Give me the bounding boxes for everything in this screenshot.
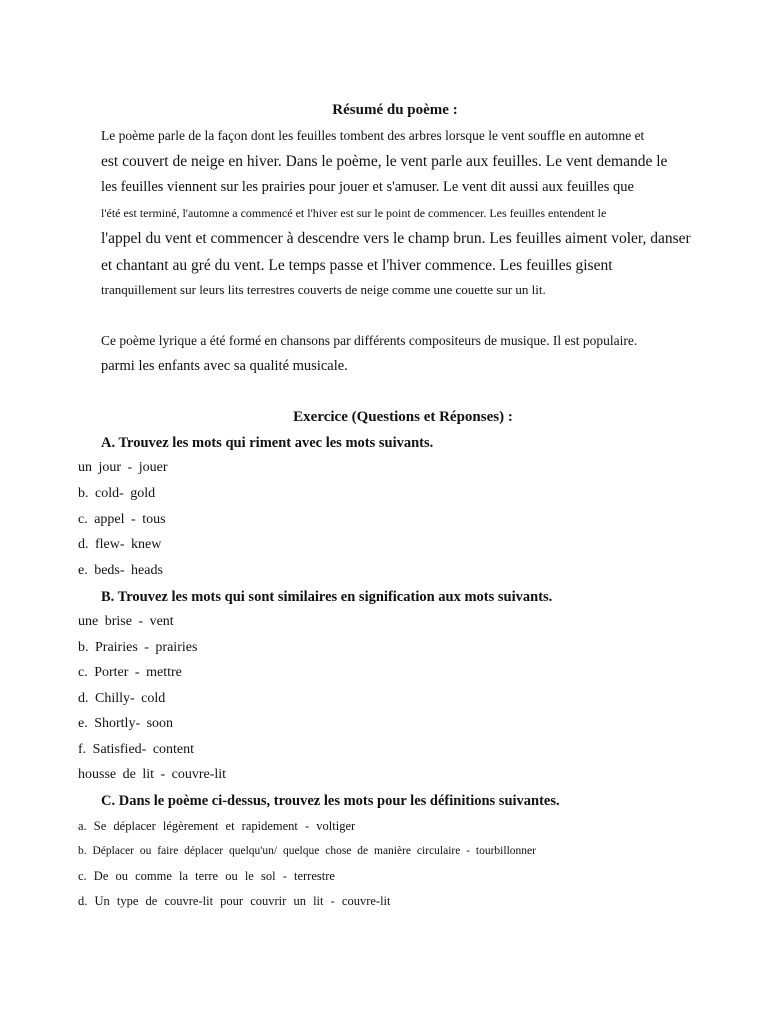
summary-line: est couvert de neige en hiver. Dans le poème, le vent parle aux feuilles. Le vent demande le — [101, 153, 668, 170]
summary-title: Résumé du poème : — [332, 102, 458, 118]
summary-line: les feuilles viennent sur les prairies pour jouer et s'amuser. Le vent dit aussi aux feuilles que — [101, 179, 634, 195]
list-item: c. De ou comme la terre ou le sol - terrestre — [78, 869, 335, 883]
list-item: une brise - vent — [78, 614, 174, 629]
section-b-heading: B. Trouvez les mots qui sont similaires en signification aux mots suivants. — [101, 589, 553, 605]
list-item: e. Shortly- soon — [78, 716, 174, 731]
list-item: a. Se déplacer légèrement et rapidement - voltiger — [78, 819, 356, 833]
summary-line: Ce poème lyrique a été formé en chansons par différents compositeurs de musique. Il est populaire. — [101, 333, 638, 348]
list-item: c. appel - tous — [78, 512, 166, 527]
list-item: d. flew- knew — [78, 537, 162, 552]
list-item: un jour - jouer — [78, 460, 168, 475]
summary-line: l'été est terminé, l'automne a commencé et l'hiver est sur le point de commencer. Les feuilles entendent le — [101, 206, 607, 220]
list-item: e. beds- heads — [78, 563, 163, 578]
section-a-heading: A. Trouvez les mots qui riment avec les mots suivants. — [101, 435, 434, 451]
list-item: b. Déplacer ou faire déplacer quelqu'un/ quelque chose de manière circulaire - tourbillonner — [78, 845, 536, 857]
exercise-title: Exercice (Questions et Réponses) : — [293, 409, 513, 425]
summary-line: Le poème parle de la façon dont les feuilles tombent des arbres lorsque le vent souffle en automne et — [101, 128, 645, 143]
list-item: b. cold- gold — [78, 486, 156, 501]
list-item: c. Porter - mettre — [78, 665, 182, 680]
list-item: d. Un type de couvre-lit pour couvrir un lit - couvre-lit — [78, 894, 391, 908]
list-item: housse de lit - couvre-lit — [78, 767, 227, 782]
summary-line: l'appel du vent et commencer à descendre vers le champ brun. Les feuilles aiment voler, danser — [101, 230, 691, 247]
list-item: b. Prairies - prairies — [78, 640, 198, 655]
list-item: f. Satisfied- content — [78, 742, 195, 757]
summary-line: et chantant au gré du vent. Le temps passe et l'hiver commence. Les feuilles gisent — [101, 257, 613, 274]
summary-line: parmi les enfants avec sa qualité musicale. — [101, 358, 348, 374]
summary-line: tranquillement sur leurs lits terrestres couverts de neige comme une couette sur un lit. — [101, 282, 546, 297]
section-c-heading: C. Dans le poème ci-dessus, trouvez les mots pour les définitions suivantes. — [101, 793, 560, 809]
list-item: d. Chilly- cold — [78, 691, 166, 706]
